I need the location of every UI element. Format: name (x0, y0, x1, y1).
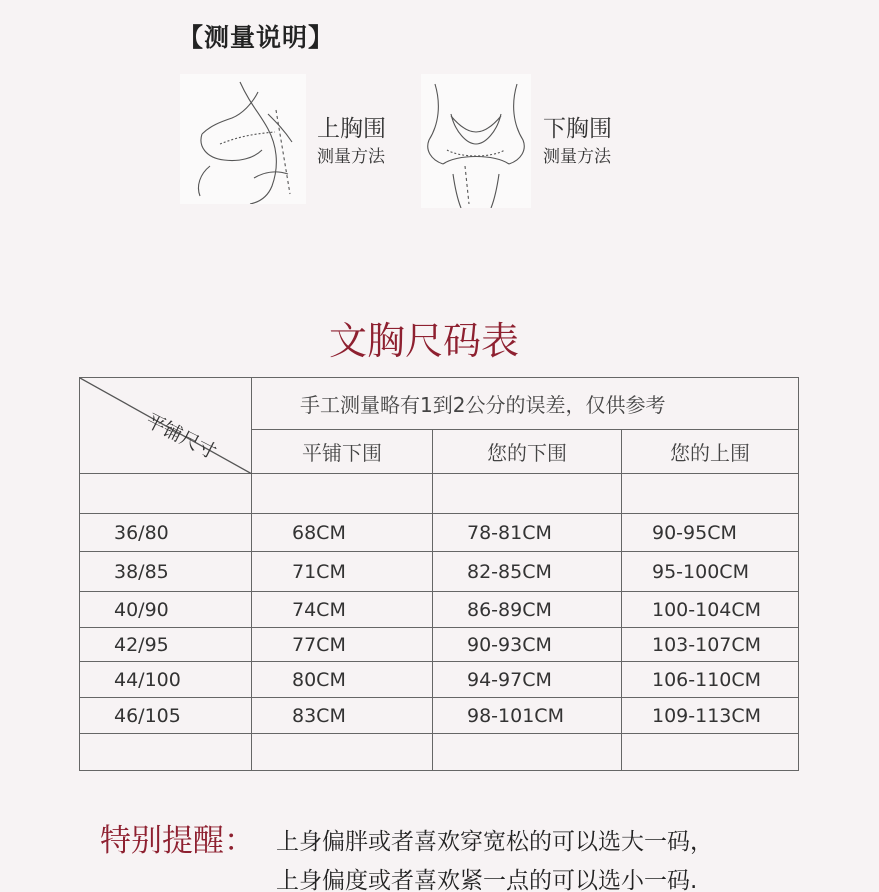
size-cell: 46/105 (80, 698, 252, 734)
flat-underbust-cell: 80CM (252, 662, 433, 698)
measurement-note: 手工测量略有1到2公分的误差，仅供参考 (252, 378, 799, 430)
table-header-row-1 (80, 378, 799, 430)
empty-row-top (80, 474, 799, 514)
upper-bust-sub: 测量方法 (317, 147, 385, 167)
upperbust-cell: 103-107CM (622, 628, 799, 662)
table-row (80, 592, 799, 628)
empty-cell (433, 734, 622, 771)
empty-cell (252, 734, 433, 771)
reminder-line-1: 上身偏胖或者喜欢穿宽松的可以选大一码， (276, 829, 713, 855)
empty-cell (252, 474, 433, 514)
measure-section-title: 【测量说明】 (178, 23, 335, 52)
under-bust-label: 下胸围 (543, 116, 612, 142)
underbust-cell: 82-85CM (433, 552, 622, 592)
upperbust-cell: 109-113CM (622, 698, 799, 734)
under-bust-sub: 测量方法 (543, 147, 611, 167)
empty-cell (80, 734, 252, 771)
table-row (80, 514, 799, 552)
size-table (79, 377, 799, 771)
size-cell: 40/90 (80, 592, 252, 628)
flat-underbust-cell: 74CM (252, 592, 433, 628)
empty-cell (622, 734, 799, 771)
empty-cell (433, 474, 622, 514)
size-cell: 36/80 (80, 514, 252, 552)
upperbust-cell: 90-95CM (622, 514, 799, 552)
header-flat-underbust: 平铺下围 (252, 430, 433, 474)
upperbust-cell: 106-110CM (622, 662, 799, 698)
upperbust-cell: 95-100CM (622, 552, 799, 592)
flat-underbust-cell: 68CM (252, 514, 433, 552)
upperbust-cell: 100-104CM (622, 592, 799, 628)
underbust-cell: 86-89CM (433, 592, 622, 628)
upper-bust-measure-illustration (180, 74, 306, 204)
flat-underbust-cell: 83CM (252, 698, 433, 734)
size-cell: 42/95 (80, 628, 252, 662)
empty-cell (80, 474, 252, 514)
size-cell: 38/85 (80, 552, 252, 592)
reminder-label: 特别提醒： (100, 823, 255, 859)
header-your-underbust: 您的下围 (433, 430, 622, 474)
underbust-cell: 94-97CM (433, 662, 622, 698)
flat-underbust-cell: 71CM (252, 552, 433, 592)
empty-cell (622, 474, 799, 514)
corner-label: 平铺尺寸 (142, 409, 220, 464)
underbust-cell: 90-93CM (433, 628, 622, 662)
size-cell: 44/100 (80, 662, 252, 698)
table-row (80, 628, 799, 662)
reminder-line-2: 上身偏度或者喜欢紧一点的可以选小一码. (276, 868, 698, 892)
table-row (80, 662, 799, 698)
table-row (80, 552, 799, 592)
flat-underbust-cell: 77CM (252, 628, 433, 662)
under-bust-measure-illustration (421, 74, 531, 208)
underbust-cell: 98-101CM (433, 698, 622, 734)
empty-row-bottom (80, 734, 799, 771)
table-row (80, 698, 799, 734)
underbust-cell: 78-81CM (433, 514, 622, 552)
size-chart-title: 文胸尺码表 (328, 319, 519, 363)
header-your-upperbust: 您的上围 (622, 430, 799, 474)
corner-header-cell (80, 378, 252, 474)
upper-bust-label: 上胸围 (317, 116, 386, 142)
